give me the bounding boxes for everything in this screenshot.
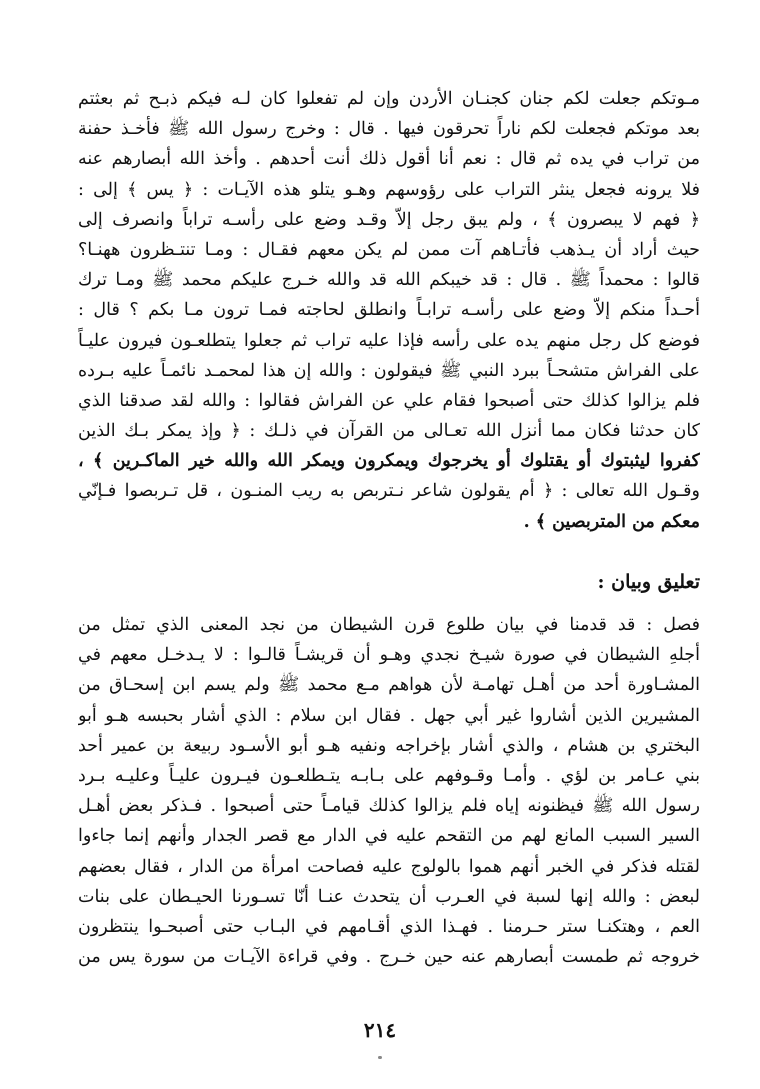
text-line: السير السبب المانع لهم من التقحم عليه في الدار مع قصر الجدار وأنهم إنما جاءوا <box>78 826 700 847</box>
text-line: بني عـامر بن لؤي . وأمـا وقـوفهم على بـابـه يتـطلعـون فيـرون عليـاً وعليـه بـرد <box>78 765 700 786</box>
text-line: لقتله فذكر في الخبر أنهم هموا بالولوج عليه فصاحت امرأة من الدار ، فقال بعضهم <box>78 856 700 877</box>
text-line: على الفراش متشحـاً ببرد النبي ﷺ فيقولون : والله إن هذا لمحمـد نائمـاً عليه بـرده <box>78 360 700 381</box>
quran-verse-line: معكم من المتربصين ﴾ . <box>523 511 700 532</box>
text-line: بعد موتكم فجعلت لكم ناراً تحرقون فيها . قال : وخرج رسول الله ﷺ فأخـذ حفنة <box>78 119 700 140</box>
text-line: مـوتكم جعلت لكم جنان كجنـان الأردن وإن لم تفعلوا كان لـه فيكم ذبـح ثم بعثتم <box>78 89 700 109</box>
text-line: كان حدثنا فكان مما أنزل الله تعـالى من القرآن في ذلـك : ﴿ وإذ يمكر بـك الذين <box>78 421 700 442</box>
section-heading: تعليق وبيان : <box>597 571 700 593</box>
text-line: فلا يرونه فجعل ينثر التراب على رؤوسهم وهـو يتلو هذه الآيـات : ﴿ يس ﴾ إلى : <box>78 179 700 200</box>
text-line: المشـاورة أحد من أهـل تهامـة لأن هواهم مـع محمد ﷺ ولم يسم ابن إسحـاق من <box>78 675 700 696</box>
print-speck <box>378 1056 382 1059</box>
commentary-paragraph <box>78 610 700 972</box>
text-line: من تراب في يده ثم قال : نعم أنا أقول ذلك أنت أحدهم . وأخذ الله أبصارهم عنه <box>78 149 700 170</box>
text-line: فلم يزالوا كذلك حتى أصبحوا فقام علي عن الفراش فقالوا : والله لقد صدقنا الذي <box>78 390 700 411</box>
text-line: المشيرين الذين أشاروا غير أبي جهل . فقال ابن سلام : الذي أشار بحبسه هـو أبو <box>78 705 700 726</box>
text-line: أجلهِ الشيطان في صورة شيـخ نجدي وهـو أن قريشـاً قالـوا : لا يـدخـل معهم في <box>78 645 700 666</box>
text-line: ﴿ فهم لا يبصرون ﴾ ، ولم يبق رجل إلاّ وقـد وضع على رأسـه تراباً وانصرف إلى <box>78 209 700 230</box>
text-line: لبعض : والله إنها لسبة في العـرب أن يتحدث عنـا أنّا تسـورنا الحيـطان على بنات <box>78 886 700 907</box>
text-line: حيث أراد أن يـذهب فأتـاهم آت ممن لم يكن معهم فقـال : ومـا تنتـظرون ههنـا؟ <box>78 239 700 260</box>
text-line: وقـول الله تعالى : ﴿ أم يقولون شاعر نـتربص به ريب المنـون ، قل تـربصوا فـإنّي <box>78 481 700 502</box>
narrative-paragraph <box>78 84 700 537</box>
quran-verse-line: كفروا ليثبتوك أو يقتلوك أو يخرجوك ويمكرون ويمكر الله والله خير الماكـرين ﴾ ، <box>78 451 700 472</box>
page-number: ٢١٤ <box>363 1018 397 1042</box>
text-line: أحـداً منكم إلاّ وضع على رأسـه ترابـاً وانطلق لحاجته فمـا ترون مـا بكم ؟ قال : <box>78 300 700 321</box>
text-line: رسول الله ﷺ فيظنونه إياه فلم يزالوا كذلك قيامـاً حتى أصبحوا . فـذكر بعض أهـل <box>78 796 700 817</box>
text-line: خروجه ثم طمست أبصارهم عنه حين خـرج . وفي قراءة الآيـات من سورة يس من <box>78 947 700 968</box>
text-line: قالوا : محمداً ﷺ . قال : قد خيبكم الله قد والله خـرج عليكم محمد ﷺ ومـا ترك <box>78 270 700 291</box>
text-line: العم ، وهتكنـا ستر حـرمنا . فهـذا الذي أقـامهم في البـاب حتى أصبحـوا ينتظرون <box>78 916 700 937</box>
text-line: فوضع كل رجل منهم يده على رأسه فإذا عليه تراب ثم جعلوا يتطلعـون فيرون عليـاً <box>78 330 700 351</box>
text-line: البختري بن هشام ، والذي أشار بإخراجه ونفيه هـو أبو الأسـود ربيعة بن عمير أحد <box>78 735 700 756</box>
text-line: فصل : قد قدمنا في بيان طلوع قرن الشيطان من نجد المعنى الذي تمثل من <box>78 615 700 635</box>
